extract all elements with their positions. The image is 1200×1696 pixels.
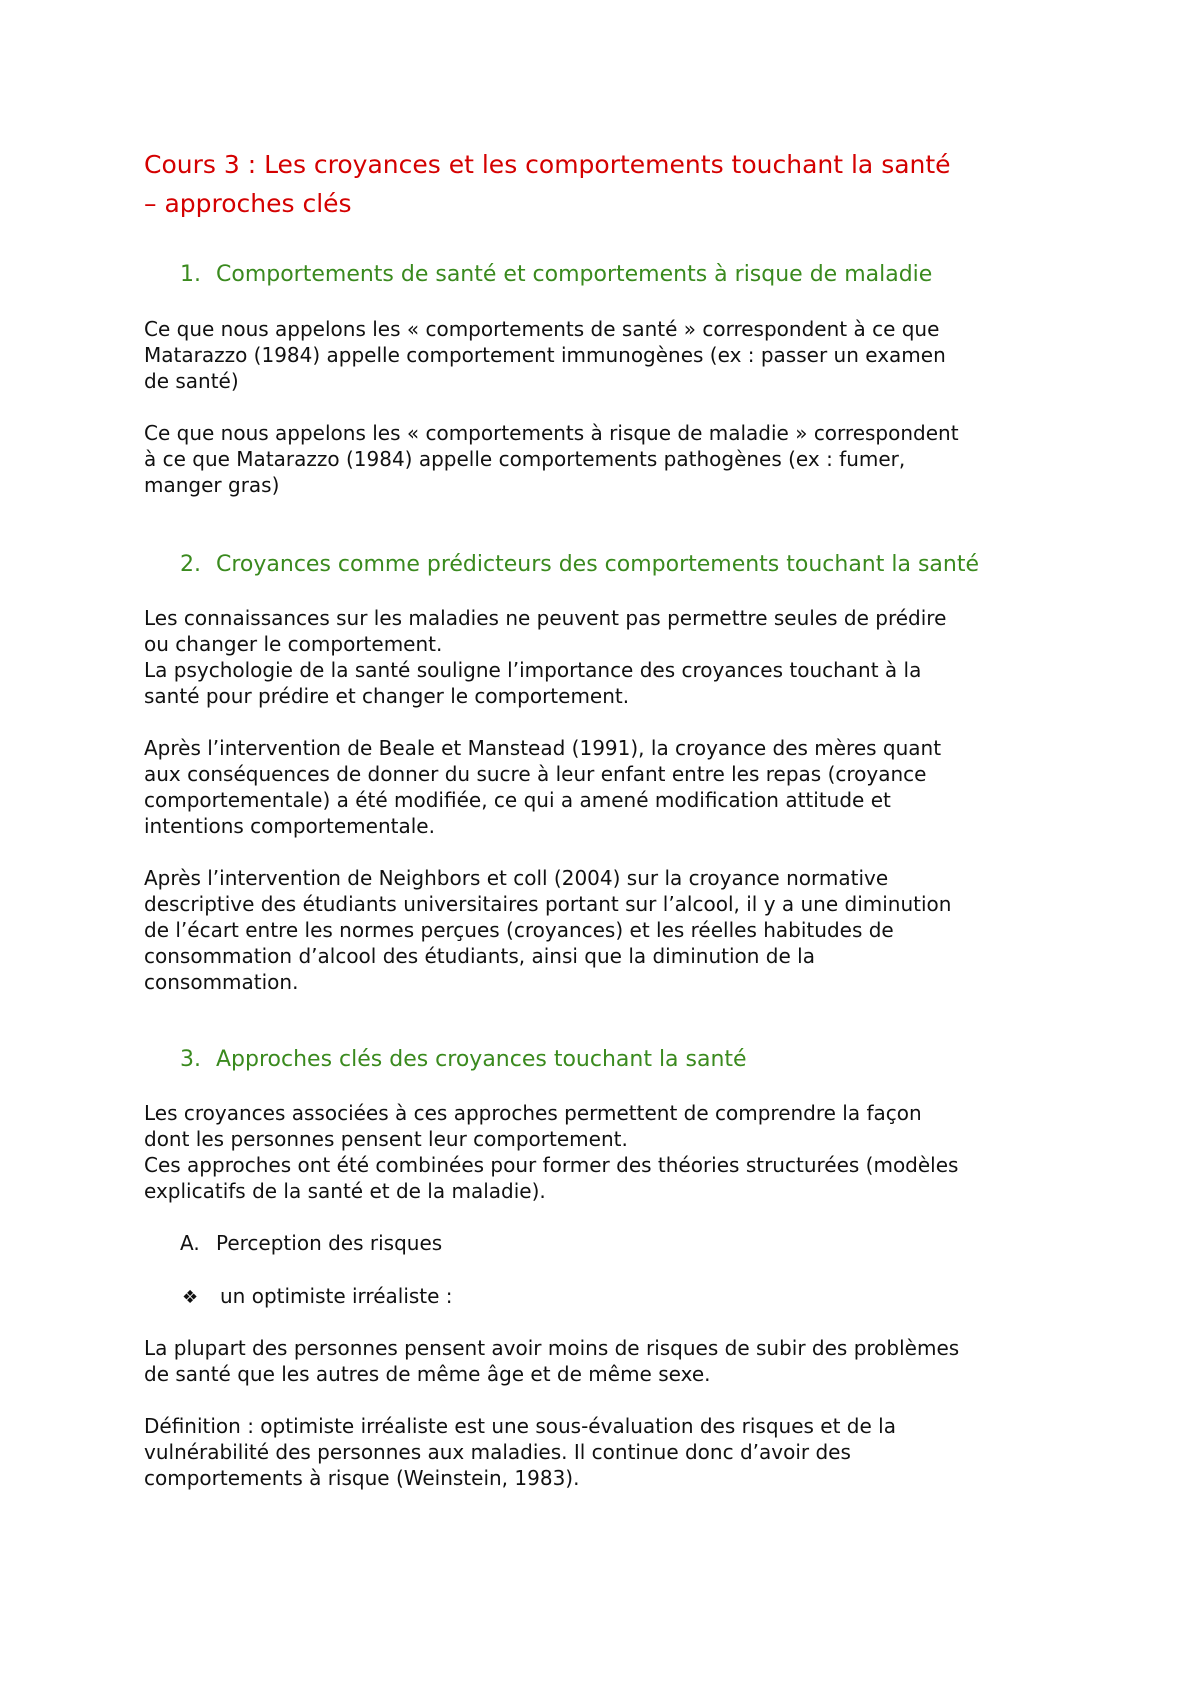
section-3-para-1-line-1: Les croyances associées à ces approches permettent de comprendre la façon xyxy=(144,1101,922,1125)
section-1-heading xyxy=(180,260,932,290)
section-3-para-1-line-4: explicatifs de la santé et de la maladie). xyxy=(144,1179,546,1203)
section-1-para-1-line-3: de santé) xyxy=(144,369,239,393)
section-2-para-3-line-1: Après l’intervention de Neighbors et coll (2004) sur la croyance normative xyxy=(144,866,889,890)
section-2-para-3-line-2: descriptive des étudiants universitaires portant sur l’alcool, il y a une diminution xyxy=(144,892,952,916)
section-3-para-3-line-1: Définition : optimiste irréaliste est une sous-évaluation des risques et de la xyxy=(144,1414,896,1438)
section-1-para-1-line-1: Ce que nous appelons les « comportements de santé » correspondent à ce que xyxy=(144,317,940,341)
section-3-para-2-line-1: La plupart des personnes pensent avoir moins de risques de subir des problèmes xyxy=(144,1336,960,1360)
section-3-number: 3. xyxy=(180,1047,201,1072)
section-2-number: 2. xyxy=(180,552,201,577)
subsection-a-label: Perception des risques xyxy=(216,1231,443,1255)
section-1-para-1-line-2: Matarazzo (1984) appelle comportement immunogènes (ex : passer un examen xyxy=(144,343,946,367)
subsection-a-heading xyxy=(180,1230,442,1256)
section-3-heading xyxy=(180,1045,747,1075)
section-3-para-3-line-2: vulnérabilité des personnes aux maladies. Il continue donc d’avoir des xyxy=(144,1440,851,1464)
section-3-para-1-line-2: dont les personnes pensent leur comportement. xyxy=(144,1127,628,1151)
section-2-para-3-line-4: consommation d’alcool des étudiants, ainsi que la diminution de la xyxy=(144,944,815,968)
section-3-para-1-line-3: Ces approches ont été combinées pour former des théories structurées (modèles xyxy=(144,1153,959,1177)
section-3-heading-text: Approches clés des croyances touchant la santé xyxy=(216,1047,747,1072)
section-1-para-2-line-1: Ce que nous appelons les « comportements à risque de maladie » correspondent xyxy=(144,421,959,445)
section-2-para-1-line-3: La psychologie de la santé souligne l’importance des croyances touchant à la xyxy=(144,658,922,682)
section-3-para-2-line-2: de santé que les autres de même âge et de même sexe. xyxy=(144,1362,711,1386)
subsection-a-letter: A. xyxy=(180,1231,200,1255)
bullet-label: un optimiste irréaliste : xyxy=(220,1284,453,1308)
document-title-line-2: – approches clés xyxy=(144,189,352,218)
section-2-para-2-line-3: comportementale) a été modifiée, ce qui a amené modification attitude et xyxy=(144,788,891,812)
diamond-bullet-icon: ❖ xyxy=(182,1287,199,1308)
section-2-para-1-line-1: Les connaissances sur les maladies ne peuvent pas permettre seules de prédire xyxy=(144,606,947,630)
section-2-para-3-line-5: consommation. xyxy=(144,970,299,994)
bullet-item xyxy=(182,1283,453,1311)
section-2-para-2-line-2: aux conséquences de donner du sucre à leur enfant entre les repas (croyance xyxy=(144,762,927,786)
section-2-para-2-line-1: Après l’intervention de Beale et Manstead (1991), la croyance des mères quant xyxy=(144,736,942,760)
document-title-line-1: Cours 3 : Les croyances et les comportements touchant la santé xyxy=(144,150,951,179)
section-1-para-2-line-3: manger gras) xyxy=(144,473,280,497)
section-2-para-1-line-4: santé pour prédire et changer le comportement. xyxy=(144,684,630,708)
section-1-para-2-line-2: à ce que Matarazzo (1984) appelle comportements pathogènes (ex : fumer, xyxy=(144,447,906,471)
section-2-para-3-line-3: de l’écart entre les normes perçues (croyances) et les réelles habitudes de xyxy=(144,918,894,942)
section-3-para-3-line-3: comportements à risque (Weinstein, 1983). xyxy=(144,1466,580,1490)
section-1-number: 1. xyxy=(180,262,201,287)
section-2-para-2-line-4: intentions comportementale. xyxy=(144,814,435,838)
section-2-heading xyxy=(180,550,979,580)
section-2-heading-text: Croyances comme prédicteurs des comportements touchant la santé xyxy=(216,552,980,577)
section-2-para-1-line-2: ou changer le comportement. xyxy=(144,632,443,656)
section-1-heading-text: Comportements de santé et comportements à risque de maladie xyxy=(216,262,933,287)
